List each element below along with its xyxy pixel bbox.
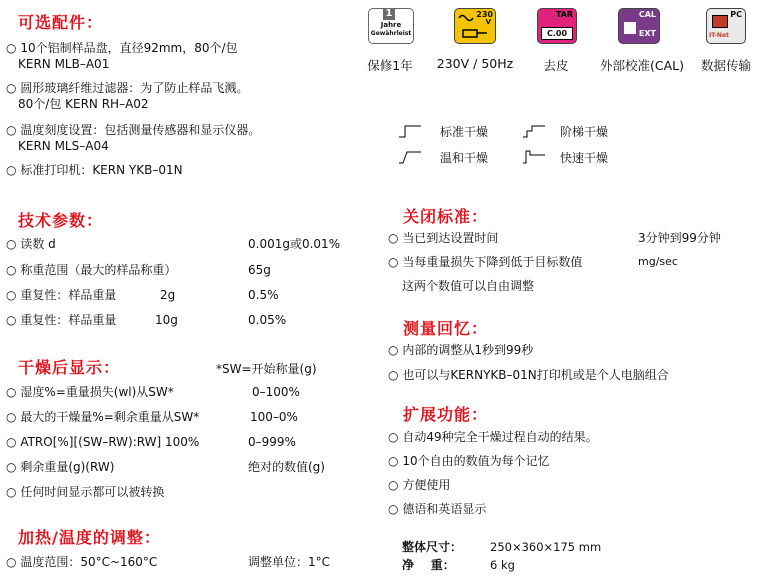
bullet-icon: ○	[6, 485, 17, 499]
extension-row: ○ 自动49种完全干燥过程自动的结果。	[388, 430, 598, 444]
shutdown-value: mg/sec	[638, 255, 678, 268]
step-drying-icon	[522, 124, 546, 138]
feature-label: 去皮	[543, 58, 569, 73]
bullet-icon: ○	[6, 288, 17, 302]
bullet-icon: ○	[6, 460, 17, 474]
bullet-icon: ○	[388, 454, 399, 468]
bullet-icon: ○	[388, 368, 399, 382]
standard-drying-icon	[398, 124, 422, 138]
recall-row: ○ 也可以与KERNYKB–01N打印机或是个人电脑组合	[388, 368, 669, 382]
bullet-icon: ○	[388, 231, 399, 245]
recall-title: 测量回忆：	[403, 319, 489, 338]
warranty-icon: 1 Jahre Gewährleist	[368, 8, 414, 44]
display-note: *SW=开始称量(g)	[216, 362, 317, 376]
tare-icon: TAR C.00	[537, 8, 577, 44]
extensions-title: 扩展功能：	[403, 405, 489, 424]
heating-row: ○ 温度范围：50°C~160°C	[6, 555, 158, 569]
extension-row: ○ 德语和英语显示	[388, 502, 487, 516]
display-row: ○ 剩余重量(g)(RW)	[6, 460, 115, 474]
drying-mode-label: 阶梯干燥	[560, 125, 609, 139]
display-row: ○ 任何时间显示都可以被转换	[6, 485, 165, 499]
shutdown-note: 这两个数值可以自由调整	[402, 279, 535, 293]
accessory-item-2: ○ 圆形玻璃纤维过滤器：为了防止样品飞溅。 80个/包 KERN RH–A02	[6, 81, 249, 111]
spec-value: 0.001g或0.01%	[248, 237, 341, 251]
bullet-icon: ○	[6, 263, 17, 277]
display-title: 干燥后显示：	[18, 358, 121, 377]
shutdown-row: ○ 当每重量损失下降到低于目标数值	[388, 255, 583, 269]
weight-value: 6 kg	[490, 558, 515, 572]
feature-label: 230V / 50Hz	[436, 56, 514, 71]
spec-sub: 2g	[160, 288, 176, 302]
bullet-icon: ○	[388, 502, 399, 516]
feature-label: 保修1年	[367, 58, 413, 73]
feature-label: 外部校准(CAL)	[600, 58, 684, 73]
accessory-item-1: ○ 10个铝制样品盘，直径92mm，80个/包 KERN MLB–A01	[6, 41, 238, 71]
accessory-item-4: ○ 标准打印机：KERN YKB–01N	[6, 163, 183, 177]
extension-row: ○ 10个自由的数值为每个记忆	[388, 454, 550, 468]
shutdown-row: ○ 当已到达设置时间	[388, 231, 499, 245]
bullet-icon: ○	[6, 555, 17, 569]
drying-mode-label: 标准干燥	[440, 125, 489, 139]
drying-mode-label: 温和干燥	[440, 151, 489, 165]
spec-value: 0.5%	[248, 288, 279, 302]
bullet-icon: ○	[388, 478, 399, 492]
bullet-icon: ○	[6, 123, 17, 137]
accessories-title: 可选配件：	[18, 13, 104, 32]
feature-label: 数据传输	[700, 58, 751, 73]
heating-title: 加热/温度的调整：	[18, 528, 161, 547]
spec-value: 0.05%	[248, 313, 287, 327]
drying-mode-label: 快速干燥	[560, 151, 609, 165]
spec-row: ○ 重复性：样品重量	[6, 288, 117, 302]
specs-title: 技术参数：	[18, 211, 104, 230]
pc-icon: PC IT-Net	[706, 8, 746, 44]
spec-row: ○ 称重范围（最大的样品称重）	[6, 263, 177, 277]
bullet-icon: ○	[388, 343, 399, 357]
calibration-icon: CAL EXT	[618, 8, 660, 44]
bullet-icon: ○	[6, 163, 17, 177]
shutdown-value: 3分钟到99分钟	[638, 231, 721, 245]
size-label: 整体尺寸：	[402, 540, 463, 554]
bullet-icon: ○	[6, 81, 17, 95]
spec-row: ○ 读数 d	[6, 237, 56, 251]
power-icon: 230 V	[454, 8, 496, 44]
spec-sub: 10g	[155, 313, 178, 327]
display-value: 绝对的数值(g)	[248, 460, 325, 474]
bullet-icon: ○	[388, 430, 399, 444]
display-row: ○ 最大的干燥量%=剩余重量从SW*	[6, 410, 200, 424]
display-value: 100–0%	[250, 410, 298, 424]
bullet-icon: ○	[6, 41, 17, 55]
gentle-drying-icon	[398, 150, 422, 164]
bullet-icon: ○	[388, 255, 399, 269]
bullet-icon: ○	[6, 435, 17, 449]
display-value: 0–999%	[248, 435, 296, 449]
size-value: 250×360×175 mm	[490, 540, 602, 554]
bullet-icon: ○	[6, 237, 17, 251]
spec-value: 65g	[248, 263, 271, 277]
display-row: ○ ATRO[%][(SW–RW):RW] 100%	[6, 435, 200, 449]
spec-row: ○ 重复性：样品重量	[6, 313, 117, 327]
extension-row: ○ 方便使用	[388, 478, 451, 492]
fast-drying-icon	[522, 150, 546, 164]
bullet-icon: ○	[6, 410, 17, 424]
display-value: 0–100%	[252, 385, 300, 399]
display-row: ○ 湿度%=重量损失(wl)从SW*	[6, 385, 174, 399]
bullet-icon: ○	[6, 313, 17, 327]
recall-row: ○ 内部的调整从1秒到99秒	[388, 343, 534, 357]
shutdown-title: 关闭标准：	[403, 207, 489, 226]
bullet-icon: ○	[6, 385, 17, 399]
weight-label: 净 重：	[402, 558, 455, 572]
accessory-item-3: ○ 温度刻度设置：包括测量传感器和显示仪器。 KERN MLS–A04	[6, 123, 261, 153]
heating-value: 调整单位：1°C	[248, 555, 331, 569]
